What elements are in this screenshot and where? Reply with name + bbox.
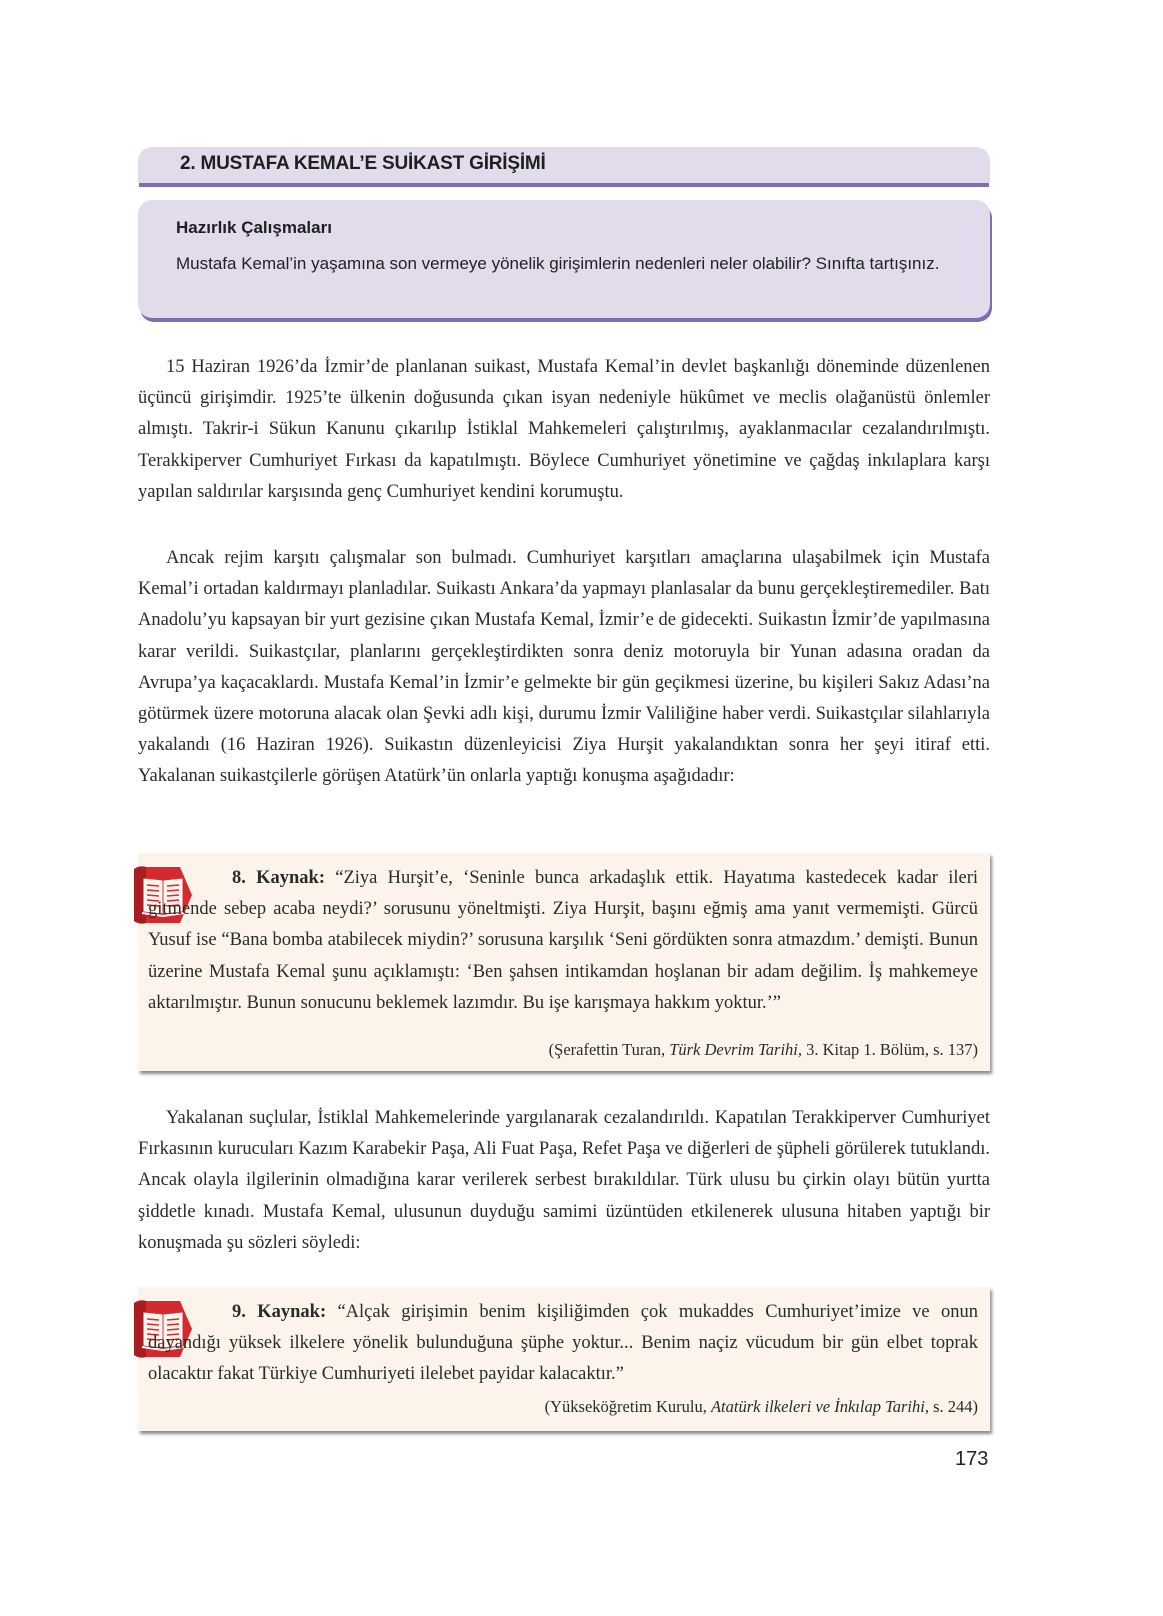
section-title: 2. MUSTAFA KEMAL’E SUİKAST GİRİŞİMİ [180,153,546,174]
source-8-label: 8. Kaynak: [232,868,325,888]
section-header [138,147,990,183]
preparation-box [138,200,990,318]
source-box-8 [138,853,990,1071]
source-8-text [148,863,978,1019]
paragraph-2: Ancak rejim karşıtı çalışmalar son bulmadı. Cumhuriyet karşıtları amaçlarına ulaşabilmek için Mustafa Kemal’i ortadan kaldırmayı planladılar. Suikastı Ankara’da yapmayı planlasalar da bunu gerçekleştiremediler. Batı Anadolu’yu kapsayan bir yurt gezisine çıkan Mustafa Kemal, İzmir’e de gidecekti. Suikastın İzmir’de yapılmasına karar verildi. Suikastçılar, planlarını gerçekleştirdikten sonra deniz motoruyla bir Yunan adasına oradan da Avrupa’ya kaçacaklardı. Mustafa Kemal’in İzmir’e gelmekte bir gün geçikmesi üzerine, bu kişileri Sakız Adası’na götürmek üzere motoruna alacak olan Şevki adlı kişi, durumu İzmir Valiliğine haber verdi. Suikastçılar silahlarıyla yakalandı (16 Haziran 1926). Suikastın düzenleyicisi Ziya Hurşit yakalandıktan sonra her şeyi itiraf etti. Yakalanan suikastçilerle görüşen Atatürk’ün onlarla yaptığı konuşma aşağıdadır: [138,548,990,787]
source-9-label: 9. Kaynak: [232,1302,327,1322]
preparation-text: Mustafa Kemal’in yaşamına son vermeye yönelik girişimlerin nedenleri neler olabilir? Sınıfta tartışınız. [176,254,940,273]
preparation-title: Hazırlık Çalışmaları [176,218,332,237]
source-8-book-title: Türk Devrim Tarihi, [669,1040,802,1059]
source-8-quote: “Ziya Hurşit’e, ‘Seninle bunca arkadaşlık ettik. Hayatıma kastedecek kadar ileri gitmende sebep acaba neydi?’ sorusunu yöneltmişti. Ziya Hurşit, başını eğmiş ama yanıt vermemişti. Gürcü Yusuf ise “Bana bomba atabilecek miydin?’ sorusuna karşılık ‘Seni gördükten sonra atmazdım.’ demişti. Bunun üzerine Mustafa Kemal şunu açıklamıştı: ‘Ben şahsen intikamdan hoşlanan bir adam değilim. İş mahkemeye aktarılmıştır. Bunun sonucunu beklemek lazımdır. Bu işe karışmaya hakkım yoktur.’” [148,868,978,1013]
source-8-citation: (Şerafettin Turan, Türk Devrim Tarihi, 3. Kitap 1. Bölüm, s. 137) [548,1040,978,1059]
paragraph-1: 15 Haziran 1926’da İzmir’de planlanan suikast, Mustafa Kemal’in devlet başkanlığı döneminde düzenlenen üçüncü girişimdir. 1925’te ülkenin doğusunda çıkan isyan nedeniyle hükûmet ve meclis olağanüstü önlemler almıştı. Takrir-i Sükun Kanunu çıkarılıp İstiklal Mahkemeleri çalıştırılmış, ayaklanmacılar cezalandırılmıştı. Terakkiperver Cumhuriyet Fırkası da kapatılmıştı. Böylece Cumhuriyet yönetimine ve çağdaş inkılaplara karşı yapılan saldırılar karşısında genç Cumhuriyet kendini korumuştu. [138,357,990,502]
source-9-text [148,1297,978,1391]
source-9-quote: “Alçak girişimin benim kişiliğimden çok mukaddes Cumhuriyet’imize ve onun dayandığı yüksek ilkelere yönelik bulunduğuna şüphe yoktur... Benim naçiz vücudum bir gün elbet toprak olacaktır fakat Türkiye Cumhuriyeti ilelebet payidar kalacaktır.” [148,1302,978,1385]
source-box-9 [138,1287,990,1431]
page-number: 173 [955,1448,989,1470]
source-9-book-title: Atatürk ilkeleri ve İnkılap Tarihi, [710,1397,929,1416]
source-9-citation: (Yükseköğretim Kurulu, Atatürk ilkeleri ve İnkılap Tarihi, s. 244) [544,1397,978,1416]
paragraph-3: Yakalanan suçlular, İstiklal Mahkemelerinde yargılanarak cezalandırıldı. Kapatılan Terakkiperver Cumhuriyet Fırkasının kurucuları Kazım Karabekir Paşa, Ali Fuat Paşa, Refet Paşa ve diğerleri de şüpheli görülerek tutuklandı. Ancak olayla ilgilerinin olmadığına karar verilerek serbest bırakıldılar. Türk ulusu bu çirkin olayı bütün yurtta şiddetle kınadı. Mustafa Kemal, ulusunun duyduğu samimi üzüntüden etkilenerek ulusuna hitaben yaptığı bir konuşmada şu sözleri söyledi: [138,1108,990,1253]
